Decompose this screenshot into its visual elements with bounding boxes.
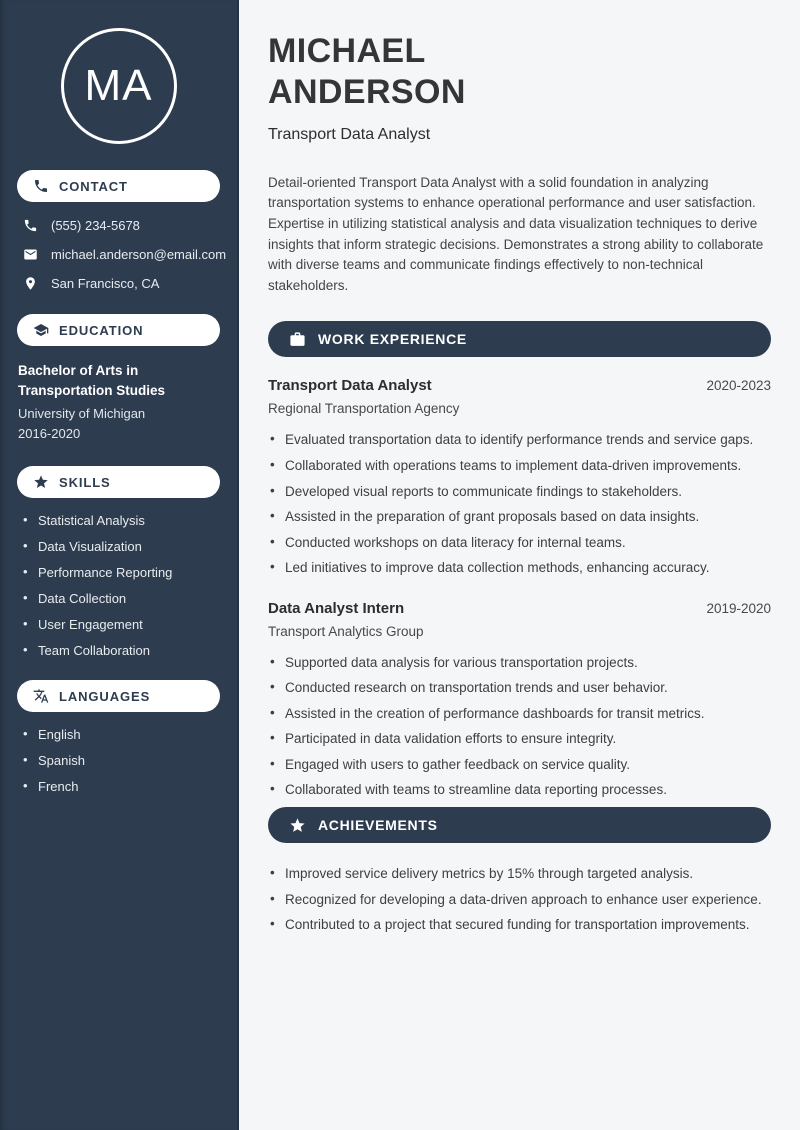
job-bullet: • Assisted in the preparation of grant proposals based on data insights. (268, 508, 771, 526)
job-company: Transport Analytics Group (268, 623, 424, 639)
job-bullet: • Conducted research on transportation trends and user behavior. (268, 679, 771, 697)
achievements-section-header (268, 807, 771, 843)
achievements-header-label: ACHIEVEMENTS (318, 817, 438, 833)
skill-item: • Data Visualization (23, 539, 220, 554)
candidate-last-name: ANDERSON (268, 72, 466, 111)
job-bullet-list (268, 654, 771, 799)
education-degree: Bachelor of Arts in Transportation Studies (18, 363, 166, 399)
job-bullet: • Participated in data validation efforts to ensure integrity. (268, 730, 771, 748)
job-entry (268, 600, 771, 799)
contact-phone-value: (555) 234-5678 (51, 218, 140, 233)
star-icon (33, 474, 49, 490)
skill-item: • Data Collection (23, 591, 220, 606)
translate-icon (33, 688, 49, 704)
candidate-first-name: MICHAEL (268, 32, 426, 70)
job-bullet: • Led initiatives to improve data collection methods, enhancing accuracy. (268, 559, 771, 577)
job-title: Transport Data Analyst (268, 377, 432, 395)
skill-item: • User Engagement (23, 617, 220, 632)
skills-list (23, 513, 220, 658)
summary-paragraph: Detail-oriented Transport Data Analyst with a solid foundation in analyzing transportation systems to enhance operational performance and user satisfaction. Expertise in utilizing statistical analysis and data visualization techniques to derive insights that inform strategic decisions. Demonstrates a strong ability to collaborate with diverse teams and communicate findings effectively to non-technical stakeholders. (268, 174, 764, 293)
achievement-bullet: • Improved service delivery metrics by 15% through targeted analysis. (268, 865, 771, 883)
job-title: Data Analyst Intern (268, 599, 405, 617)
skills-header-label: SKILLS (59, 474, 111, 490)
job-dates: 2019-2020 (706, 600, 771, 616)
education-years: 2016-2020 (18, 426, 81, 442)
language-item: • Spanish (23, 753, 220, 768)
work-experience-header-label: WORK EXPERIENCE (318, 331, 467, 348)
education-entry (18, 361, 220, 445)
languages-section-header (17, 680, 220, 712)
job-company: Regional Transportation Agency (268, 401, 460, 417)
contact-list (23, 217, 227, 292)
achievements-list (268, 865, 771, 934)
job-bullet: • Supported data analysis for various transportation projects. (268, 654, 771, 672)
briefcase-icon (289, 331, 306, 348)
sidebar (0, 0, 239, 1130)
skill-item: • Statistical Analysis (23, 513, 220, 528)
job-bullet: • Developed visual reports to communicate findings to stakeholders. (268, 483, 771, 501)
languages-header-label: LANGUAGES (59, 688, 151, 704)
education-section-header (17, 314, 220, 346)
graduation-cap-icon (33, 322, 49, 338)
job-bullet-list (268, 431, 771, 576)
job-bullet: • Evaluated transportation data to identify performance trends and service gaps. (268, 431, 771, 449)
achievement-bullet: • Recognized for developing a data-driven approach to enhance user experience. (268, 891, 771, 909)
contact-phone (23, 217, 220, 234)
job-bullet: • Collaborated with operations teams to implement data-driven improvements. (268, 457, 771, 475)
phone-icon (23, 218, 38, 233)
star-icon (289, 817, 306, 834)
contact-location-value: San Francisco, CA (51, 276, 160, 291)
contact-email (23, 246, 227, 263)
candidate-name (268, 31, 771, 113)
contact-section-header (17, 170, 220, 202)
contact-email-value: michael.anderson@email.com (51, 247, 227, 262)
job-dates: 2020-2023 (706, 378, 771, 394)
job-bullet: • Collaborated with teams to streamline data reporting processes. (268, 781, 771, 799)
skill-item: • Team Collaboration (23, 643, 220, 658)
skills-section-header (17, 466, 220, 498)
education-header-label: EDUCATION (59, 322, 144, 338)
language-item: • English (23, 727, 220, 742)
skill-item: • Performance Reporting (23, 565, 220, 580)
email-icon (23, 247, 38, 262)
contact-location (23, 275, 220, 292)
education-school: University of Michigan (18, 405, 146, 421)
avatar (61, 28, 177, 144)
location-pin-icon (23, 276, 38, 291)
achievement-bullet: • Contributed to a project that secured funding for transportation improvements. (268, 916, 771, 934)
job-bullet: • Assisted in the creation of performance dashboards for transit metrics. (268, 705, 771, 723)
phone-icon (33, 178, 49, 194)
resume-main (239, 0, 800, 1130)
job-bullet: • Engaged with users to gather feedback on service quality. (268, 756, 771, 774)
contact-header-label: CONTACT (59, 178, 128, 194)
work-experience-section-header (268, 321, 771, 357)
languages-list (23, 727, 220, 794)
avatar-initials: MA (84, 61, 153, 110)
language-item: • French (23, 779, 220, 794)
job-bullet: • Conducted workshops on data literacy for internal teams. (268, 534, 771, 552)
job-head (268, 377, 771, 394)
job-head (268, 600, 771, 617)
job-entry (268, 377, 771, 576)
candidate-title: Transport Data Analyst (268, 125, 431, 143)
